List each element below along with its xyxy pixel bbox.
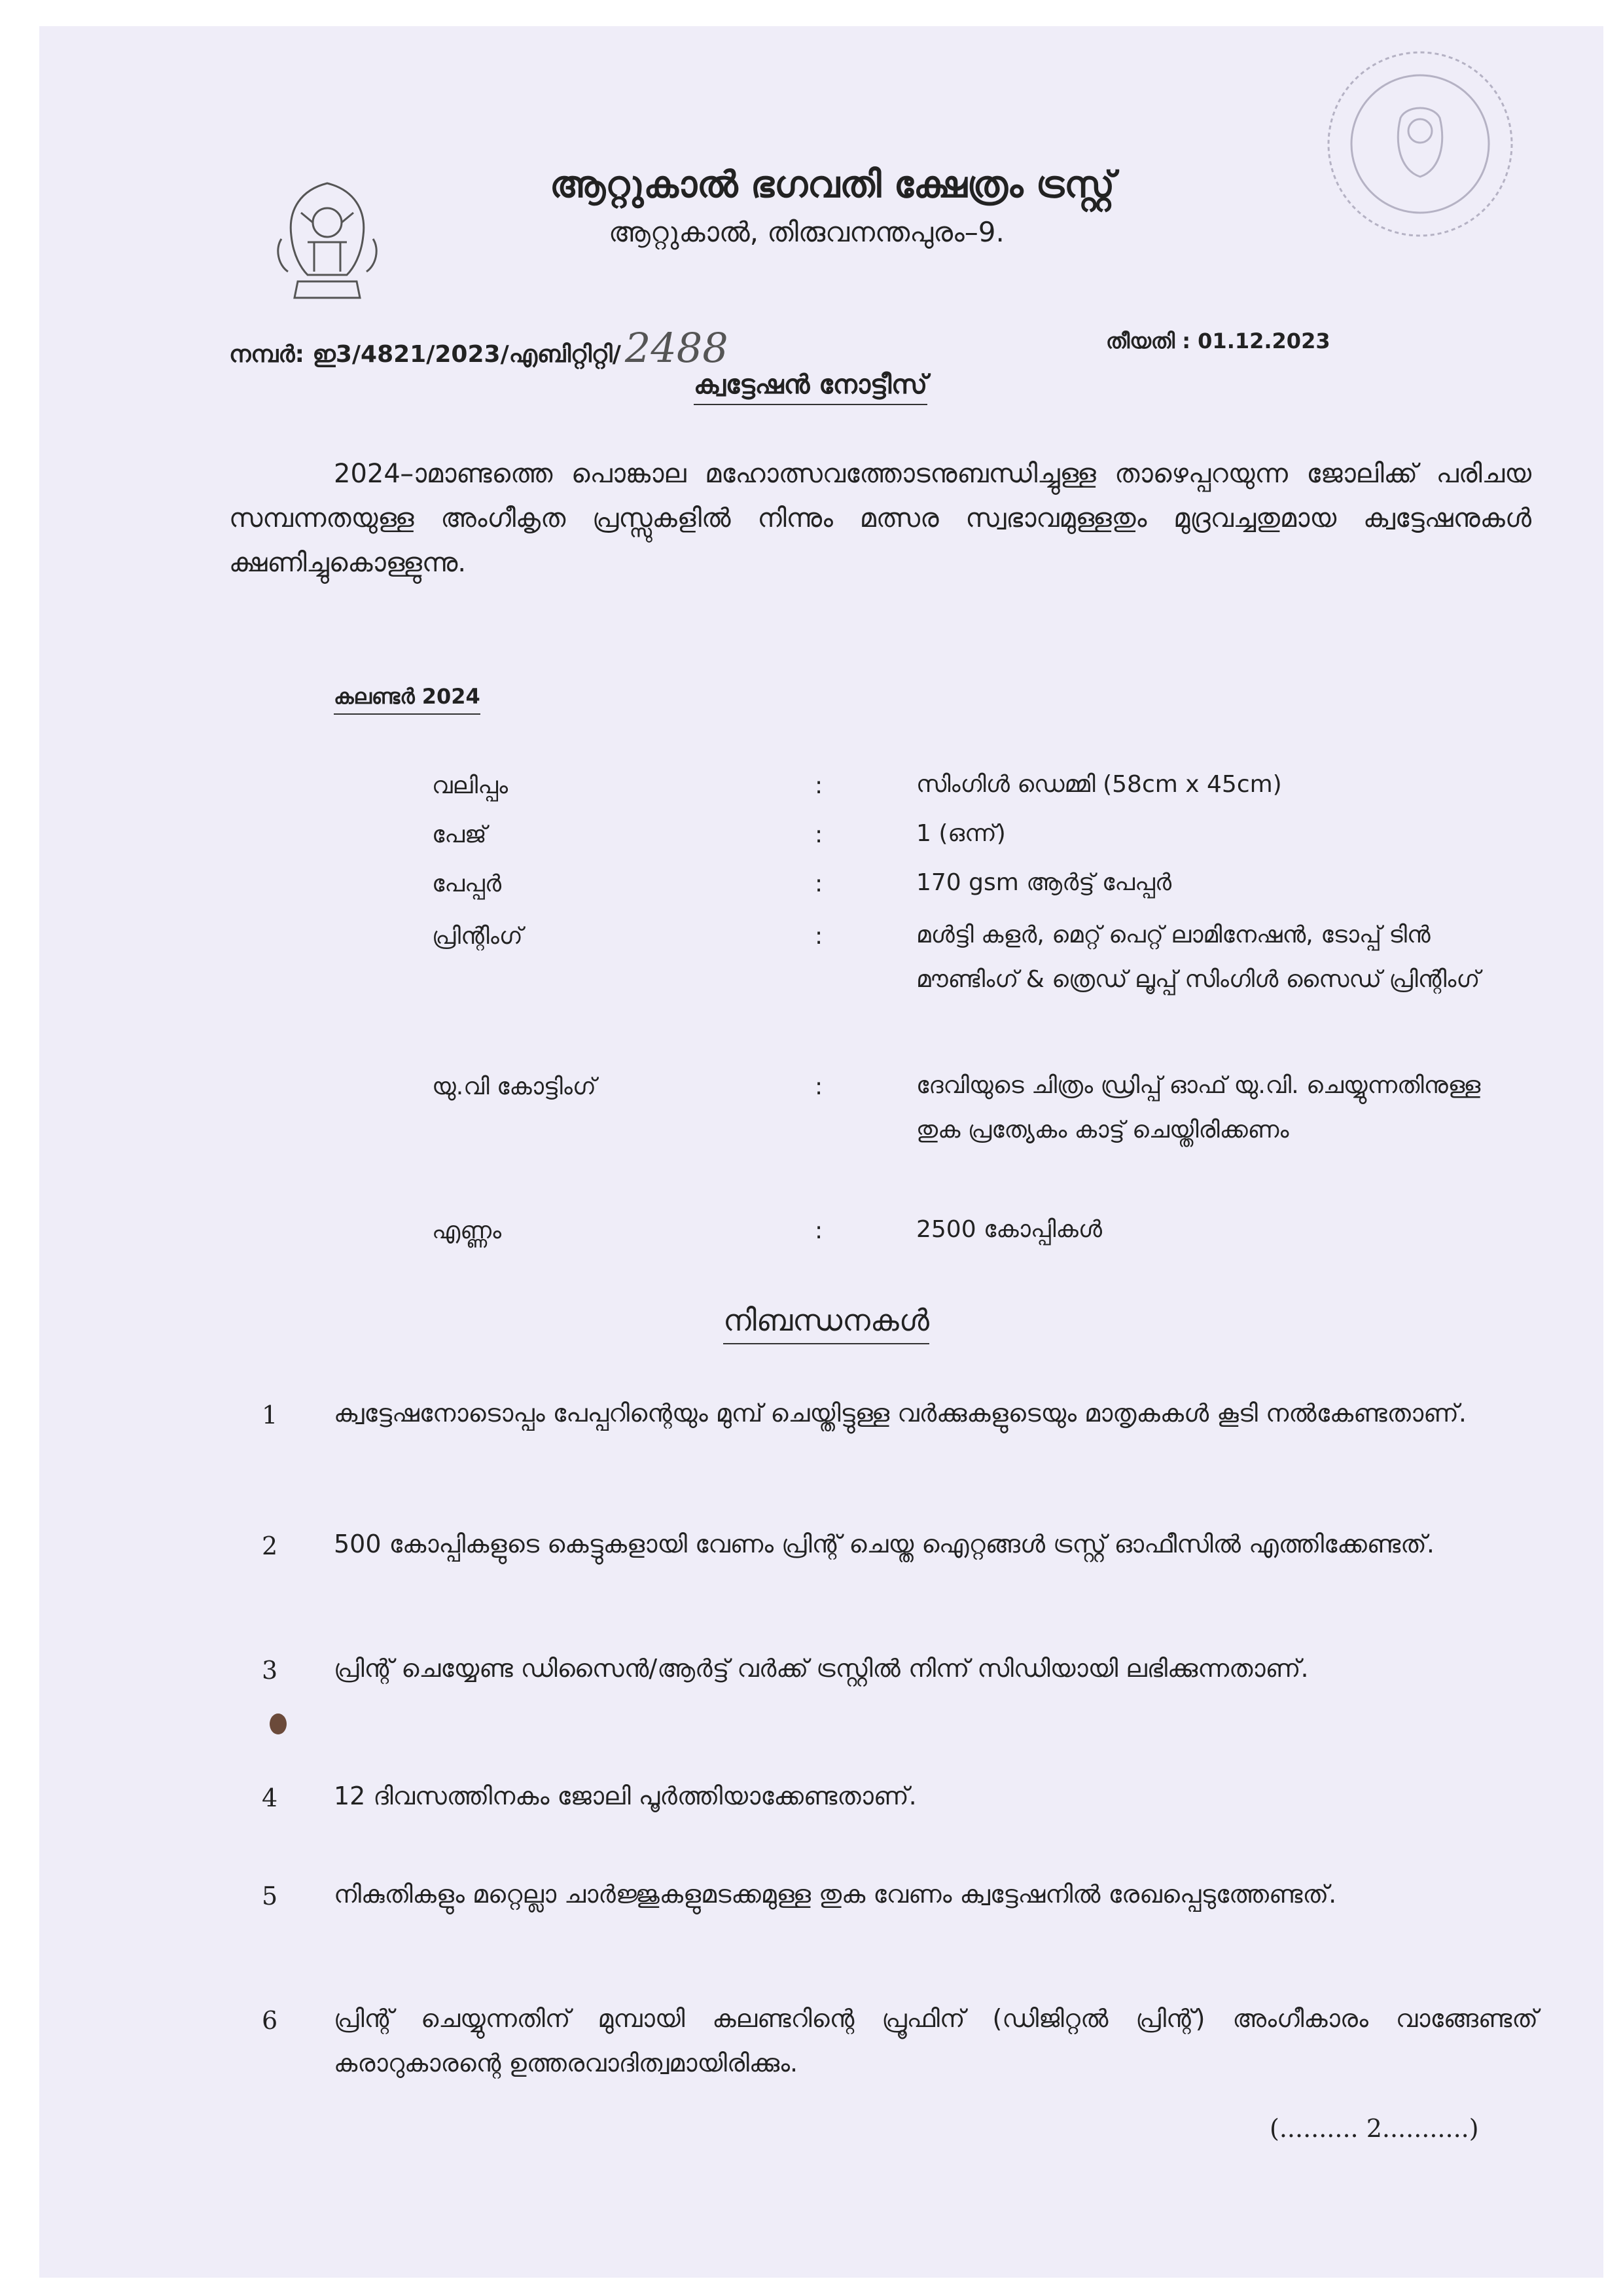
- spec-value: ദേവിയുടെ ചിത്രം ഡ്രിപ്പ് ഓഫ് യു.വി. ചെയ്യുന്നതിനുള്ള തുക പ്രത്യേകം കാട്ട് ചെയ്തിരിക്കണം: [916, 1072, 1481, 1143]
- condition-text: 12 ദിവസത്തിനകം ജോലി പൂർത്തിയാക്കേണ്ടതാണ്.: [334, 1782, 917, 1810]
- condition-number: 6: [262, 2006, 278, 2035]
- spec-label: പേപ്പർ: [432, 870, 502, 897]
- spec-label: യു.വി കോട്ടിംഗ്: [432, 1073, 596, 1100]
- condition-text: 500 കോപ്പികളുടെ കെട്ടുകളായി വേണം പ്രിന്റ് ചെയ്ത ഐറ്റങ്ങൾ ട്രസ്റ്റ് ഓഫീസിൽ എത്തിക്കേണ്ടത്.: [334, 1530, 1435, 1558]
- trust-address: ആറ്റുകാൽ, തിരുവനന്തപുരം–9.: [609, 216, 1005, 248]
- spec-value: മൾട്ടി കളർ, മെറ്റ് പെറ്റ് ലാമിനേഷൻ, ടോപ്പ് ടിൻ മൗണ്ടിംഗ് & ത്രെഡ് ലൂപ്പ് സിംഗിൾ സൈഡ് പ്രിന്റിംഗ്: [916, 922, 1480, 993]
- page-continuation: (.......... 2...........): [1270, 2114, 1479, 2143]
- reference-number: [229, 324, 728, 372]
- spec-label: എണ്ണം: [432, 1217, 502, 1244]
- spec-colon: :: [815, 821, 823, 848]
- office-seal-icon: [1322, 46, 1518, 242]
- condition-text: പ്രിന്റ് ചെയ്യേണ്ട ഡിസൈൻ/ആർട്ട് വർക്ക് ട്രസ്റ്റിൽ നിന്ന് സിഡിയായി ലഭിക്കുന്നതാണ്.: [334, 1654, 1309, 1683]
- ink-spot: [270, 1713, 287, 1734]
- spec-label: വലിപ്പം: [432, 772, 508, 799]
- condition-number: 2: [262, 1532, 278, 1560]
- spec-value: സിംഗിൾ ഡെമ്മി (58cm x 45cm): [916, 771, 1282, 798]
- spec-label: പേജ്: [432, 821, 487, 848]
- condition-text: നികുതികളും മറ്റെല്ലാ ചാർജ്ജുകളുമടക്കമുള്ള തുക വേണം ക്വട്ടേഷനിൽ രേഖപ്പെടുത്തേണ്ടത്.: [334, 1880, 1337, 1909]
- condition-number: 4: [262, 1784, 278, 1812]
- spec-colon: :: [815, 1073, 823, 1100]
- notice-heading: ക്വട്ടേഷൻ നോട്ടീസ്: [694, 370, 927, 405]
- condition-text: പ്രിന്റ് ചെയ്യുന്നതിന് മുമ്പായി കലണ്ടറിന്റെ പ്രൂഫിന് (ഡിജിറ്റൽ പ്രിന്റ്) അംഗീകാരം വാങ്ങേണ്ടത് കരാറുകാരന്റെ ഉത്തരവാദിത്വമായിരിക്കും.: [334, 2004, 1538, 2077]
- spec-label: പ്രിന്റിംഗ്: [432, 923, 523, 950]
- conditions-heading: നിബന്ധനകൾ: [723, 1302, 929, 1344]
- spec-colon: :: [815, 923, 823, 950]
- spec-value: 2500 കോപ്പികൾ: [916, 1216, 1102, 1243]
- condition-text: ക്വട്ടേഷനോടൊപ്പം പേപ്പറിന്റെയും മുമ്പ് ചെയ്തിട്ടുള്ള വർക്കുകളുടെയും മാതൃകകൾ കൂടി നൽകേണ്ടതാണ്.: [334, 1399, 1467, 1427]
- reference-number-text: നമ്പർ: ഇ3/4821/2023/എബിറ്റിറ്റി/: [229, 341, 621, 368]
- spec-colon: :: [815, 870, 823, 897]
- condition-number: 3: [262, 1656, 278, 1685]
- trust-name: ആറ്റുകാൽ ഭഗവതി ക്ഷേത്രം ട്രസ്റ്റ്: [550, 164, 1115, 206]
- spec-value: 170 gsm ആർട്ട് പേപ്പർ: [916, 869, 1172, 896]
- document-page: [39, 26, 1603, 2278]
- intro-paragraph: 2024–ാമാണ്ടത്തെ പൊങ്കാല മഹോത്സവത്തോടനുബന്ധിച്ചുള്ള താഴെപ്പറയുന്ന ജോലിക്ക് പരിചയ സമ്പന്നതയുള്ള അംഗീകൃത പ്രസ്സുകളിൽ നിന്നും മത്സര സ്വഭാവമുള്ളതും മുദ്രവച്ചതുമായ ക്വട്ടേഷനുകൾ ക്ഷണിച്ചുകൊള്ളുന്നു.: [229, 459, 1531, 578]
- condition-number: 1: [262, 1401, 278, 1429]
- notice-date: തീയതി : 01.12.2023: [1106, 329, 1330, 353]
- reference-handwritten-number: 2488: [624, 324, 728, 372]
- condition-number: 5: [262, 1882, 278, 1910]
- spec-colon: :: [815, 772, 823, 799]
- temple-emblem-icon: [262, 177, 393, 308]
- spec-colon: :: [815, 1217, 823, 1244]
- calendar-heading: കലണ്ടർ 2024: [334, 684, 480, 715]
- spec-value: 1 (ഒന്ന്): [916, 820, 1006, 847]
